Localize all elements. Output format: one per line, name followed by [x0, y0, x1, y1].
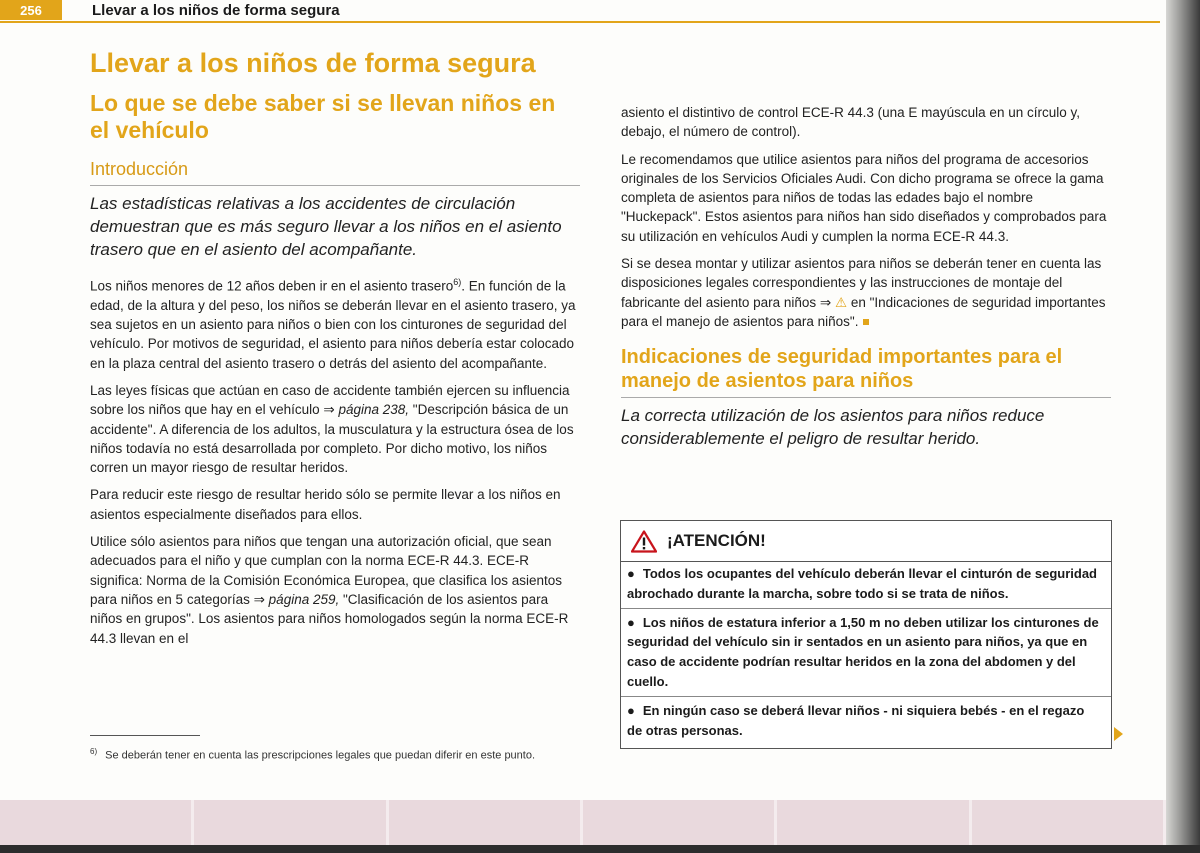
safety-section-rule: [621, 397, 1111, 398]
warning-item-text: Los niños de estatura inferior a 1,50 m no deben utilizar los cinturones de seguridad del vehículo sin ir sentados en un asiento para niños, ya que en caso de accidente podrían resultar heridos en la zona del abdomen y del cuello.: [627, 614, 1099, 689]
bleed-segment: [972, 800, 1166, 845]
subsection-title: Introducción: [90, 159, 189, 179]
bullet-icon: ●: [627, 702, 635, 718]
paragraph-4-text-cont: "Clasificación de los asientos para niños en grupos". Los asientos para niños homologados según la norma ECE-R 44.3 llevan en el: [90, 591, 569, 646]
left-column: [90, 48, 580, 656]
end-of-section-marker: [863, 319, 869, 325]
bleed-segment: [583, 800, 777, 845]
paragraph-1: [90, 273, 580, 373]
footnote-mark: 6): [90, 747, 98, 756]
warning-item: [621, 613, 1111, 692]
bleed-segment: [0, 800, 194, 845]
paragraph-7: [621, 254, 1111, 331]
page-link-259[interactable]: página 259,: [268, 591, 340, 607]
footnote-ref[interactable]: 6): [453, 277, 462, 287]
paragraph-4: [90, 532, 580, 648]
page-edge: [1166, 0, 1200, 853]
page-number: 256: [0, 0, 62, 20]
section-title: Lo que se debe saber si se llevan niños en el vehículo: [90, 90, 556, 143]
warning-item: [621, 701, 1111, 741]
safety-lead: La correcta utilización de los asientos para niños reduce considerablemente el peligro de resultar herido.: [621, 406, 1045, 449]
chapter-title: Llevar a los niños de forma segura: [90, 48, 536, 78]
right-column: [621, 103, 1111, 462]
scan-bottom-edge: [0, 845, 1200, 853]
footnote-text: Se deberán tener en cuenta las prescripciones legales que puedan diferir en este punto.: [105, 749, 536, 762]
paragraph-1-text: Los niños menores de 12 años deben ir en el asiento trasero: [90, 278, 454, 294]
warning-item-text: Todos los ocupantes del vehículo deberán llevar el cinturón de seguridad abrochado durante la marcha, sobre todo si se trata de niños.: [627, 566, 1097, 601]
subsection-rule: [90, 185, 580, 186]
paragraph-5: asiento el distintivo de control ECE-R 44.3 (una E mayúscula en un círculo y, debajo, el número de control).: [621, 105, 1080, 140]
header-rule: [0, 21, 1160, 23]
warning-triangle-icon: [631, 530, 657, 553]
paragraph-1-text-cont: . En función de la edad, de la altura y del peso, los niños se deberán llevar en el asiento trasero, ya sea sujetos en un asiento para niños o bien con los cinturones de seguridad del vehículo. Por motivos de seguridad, el asiento para niños debería estar colocado en la plaza central del asiento trasero o detrás del asiento del acompañante.: [90, 278, 576, 371]
bleed-segment: [389, 800, 583, 845]
paragraph-7-text-cont: en "Indicaciones de seguridad importantes para el manejo de asientos para niños".: [621, 294, 1106, 329]
footnote-rule: [90, 735, 200, 736]
paragraph-3: Para reducir este riesgo de resultar herido sólo se permite llevar a los niños en asientos especialmente diseñados para ellos.: [90, 487, 561, 522]
warning-ref-icon[interactable]: ⚠: [834, 294, 848, 310]
bullet-icon: ●: [627, 566, 635, 581]
paragraph-6: Le recomendamos que utilice asientos para niños del programa de accesorios originales de los Servicios Oficiales Audi. Con dicho programa se ofrece la gama completa de asientos para niños de todas las edades bajo el nombre "Huckepack". Estos asientos para niños han sido diseñados y comprobados para su utilización en vehículos Audi y cumplen la norma ECE-R 44.3.: [621, 151, 1107, 244]
warning-header: [621, 521, 1111, 562]
running-title: Llevar a los niños de forma segura: [92, 2, 340, 19]
footnote: [90, 745, 585, 763]
intro-lead: Las estadísticas relativas a los accidentes de circulación demuestran que es más seguro llevar a los niños en el asiento trasero que en el asiento del acompañante.: [90, 194, 562, 259]
bleed-segment: [777, 800, 971, 845]
bleed-through-bar: [0, 800, 1166, 845]
page-link-238[interactable]: página 238,: [338, 402, 410, 418]
paragraph-2-text: Las leyes físicas que actúan en caso de accidente también ejercen su influencia sobre los niños que hay en el vehículo ⇒: [90, 382, 570, 418]
safety-section-title: Indicaciones de seguridad importantes para el manejo de asientos para niños: [621, 346, 1063, 393]
paragraph-2-text-cont: "Descripción básica de un accidente". A diferencia de los adultos, la musculatura y la estructura ósea de los niños todavía no está desarrollada por completo. Por dicho motivo, los niños corren un mayor riesgo de resultar heridos.: [90, 402, 574, 476]
warning-divider: [621, 696, 1111, 697]
paragraph-2: [90, 381, 580, 477]
paragraph-7-text: Si se desea montar y utilizar asientos para niños se deberán tener en cuenta las disposiciones legales correspondientes y las instrucciones de montaje del fabricante del asiento para niños ⇒: [621, 256, 1102, 310]
warning-item: [621, 562, 1111, 604]
bleed-segment: [194, 800, 388, 845]
warning-item-text: En ningún caso se deberá llevar niños - ni siquiera bebés - en el regazo de otras personas.: [627, 702, 1085, 738]
warning-box: [620, 520, 1112, 749]
paragraph-4-text: Utilice sólo asientos para niños que tengan una autorización oficial, que sean adecuados para el niño y que cumplan con la norma ECE-R 44.3. ECE-R significa: Norma de la Comisión Económica Europea, que clasifica los asientos para niños en 5 categorías ⇒: [90, 534, 562, 607]
bullet-icon: ●: [627, 614, 635, 630]
warning-divider: [621, 608, 1111, 609]
next-page-arrow-icon[interactable]: [1114, 727, 1123, 741]
warning-title: ¡ATENCIÓN!: [667, 531, 766, 550]
